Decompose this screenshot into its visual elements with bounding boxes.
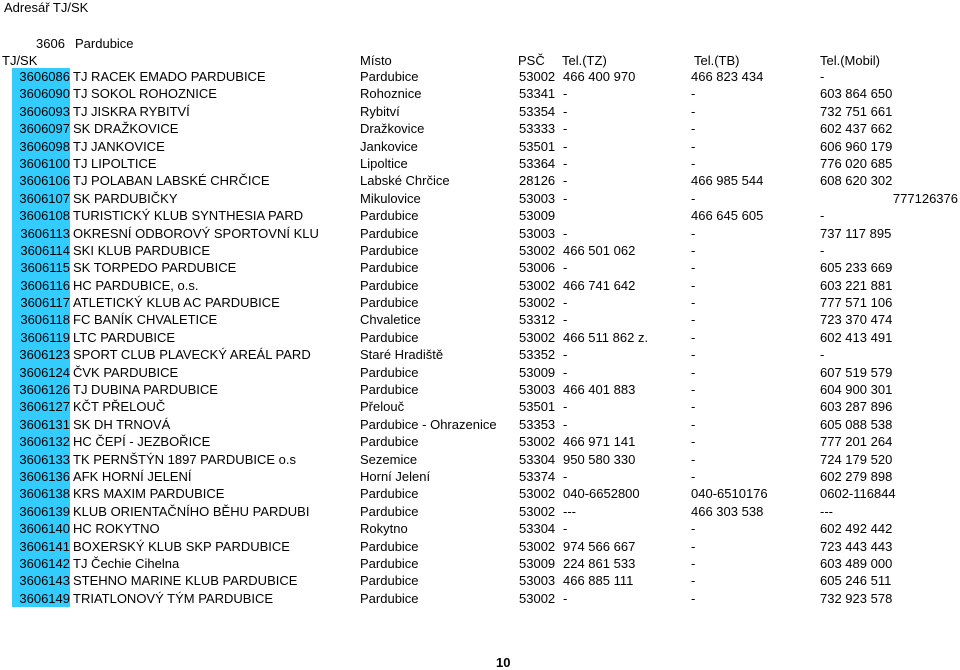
club-psc: 53352 bbox=[519, 347, 556, 363]
club-name: SK TORPEDO PARDUBICE bbox=[73, 260, 237, 276]
club-id: 3606139 bbox=[12, 503, 70, 520]
table-row bbox=[0, 555, 960, 572]
club-place: Mikulovice bbox=[360, 190, 421, 206]
region-code: 3606 bbox=[36, 36, 65, 51]
table-row bbox=[0, 120, 960, 137]
club-name: TJ DUBINA PARDUBICE bbox=[73, 382, 218, 398]
club-id: 3606115 bbox=[12, 259, 70, 276]
club-id: 3606123 bbox=[12, 346, 70, 363]
table-row bbox=[0, 572, 960, 589]
club-place: Pardubice bbox=[360, 69, 419, 84]
club-tel-tb: - bbox=[691, 416, 696, 432]
club-tel-tz: - bbox=[563, 347, 568, 363]
table-row bbox=[0, 138, 960, 155]
table-row bbox=[0, 364, 960, 381]
table-row bbox=[0, 85, 960, 102]
club-tel-tz: 466 741 642 bbox=[563, 277, 636, 293]
club-psc: 53002 bbox=[519, 242, 556, 258]
table-row bbox=[0, 259, 960, 276]
club-place: Sezemice bbox=[360, 451, 418, 467]
table-row bbox=[0, 103, 960, 120]
club-name: ATLETICKÝ KLUB AC PARDUBICE bbox=[73, 295, 280, 311]
header-psc: PSČ bbox=[518, 53, 545, 68]
club-place: Dražkovice bbox=[360, 121, 425, 137]
page-number: 10 bbox=[496, 655, 511, 670]
header-place: Místo bbox=[360, 53, 392, 68]
club-place: Rokytno bbox=[360, 521, 408, 537]
club-tel-tz: 224 861 533 bbox=[563, 555, 636, 571]
club-tel-tb: 466 645 605 bbox=[691, 208, 764, 224]
club-tel-tb: 466 303 538 bbox=[691, 503, 764, 519]
club-place: Pardubice bbox=[360, 208, 419, 224]
club-psc: 53354 bbox=[519, 103, 556, 119]
club-tel-mobil: 777126376 bbox=[892, 190, 958, 206]
table-row bbox=[0, 416, 960, 433]
club-psc: 53002 bbox=[519, 329, 556, 345]
header-id: TJ/SK bbox=[2, 53, 38, 68]
club-place: Pardubice bbox=[360, 260, 419, 276]
club-name: TJ RACEK EMADO PARDUBICE bbox=[73, 69, 266, 84]
club-tel-mobil: 776 020 685 bbox=[820, 155, 893, 171]
table-header bbox=[0, 53, 960, 69]
club-tel-tz: - bbox=[563, 173, 568, 189]
club-place: Přelouč bbox=[360, 399, 405, 415]
club-tel-tz: - bbox=[563, 260, 568, 276]
club-psc: 53353 bbox=[519, 416, 556, 432]
club-tel-tb: - bbox=[691, 573, 696, 589]
club-tel-tz: - bbox=[563, 399, 568, 415]
club-place: Lipoltice bbox=[360, 155, 408, 171]
club-tel-tb: - bbox=[691, 521, 696, 537]
club-tel-tb: - bbox=[691, 295, 696, 311]
club-tel-mobil: 777 571 106 bbox=[820, 295, 893, 311]
club-tel-mobil: 603 489 000 bbox=[820, 555, 893, 571]
club-tel-mobil: 604 900 301 bbox=[820, 382, 893, 398]
club-tel-mobil: 605 233 669 bbox=[820, 260, 893, 276]
club-tel-tz: 466 401 883 bbox=[563, 382, 636, 398]
club-tel-tb: - bbox=[691, 242, 696, 258]
club-tel-tb: - bbox=[691, 103, 696, 119]
club-name: SK PARDUBIČKY bbox=[73, 190, 178, 206]
club-psc: 53304 bbox=[519, 451, 556, 467]
club-place: Pardubice bbox=[360, 242, 419, 258]
club-psc: 28126 bbox=[519, 173, 556, 189]
club-psc: 53009 bbox=[519, 208, 556, 224]
club-name: SPORT CLUB PLAVECKÝ AREÁL PARD bbox=[73, 347, 311, 363]
table-row bbox=[0, 155, 960, 172]
club-place: Jankovice bbox=[360, 138, 418, 154]
club-place: Pardubice bbox=[360, 503, 419, 519]
club-tel-tz: - bbox=[563, 416, 568, 432]
club-id: 3606119 bbox=[12, 329, 70, 346]
club-id: 3606138 bbox=[12, 485, 70, 502]
club-place: Pardubice bbox=[360, 329, 419, 345]
club-name: TRIATLONOVÝ TÝM PARDUBICE bbox=[73, 590, 274, 606]
club-id: 3606116 bbox=[12, 277, 70, 294]
club-tel-tz: - bbox=[563, 295, 568, 311]
club-tel-mobil: 607 519 579 bbox=[820, 364, 893, 380]
club-name: TJ SOKOL ROHOZNICE bbox=[73, 86, 217, 102]
club-tel-tb: - bbox=[691, 451, 696, 467]
club-tel-tb: - bbox=[691, 364, 696, 380]
club-psc: 53003 bbox=[519, 573, 556, 589]
club-tel-tb: - bbox=[691, 382, 696, 398]
club-tel-tz: - bbox=[563, 103, 568, 119]
table-row bbox=[0, 242, 960, 259]
club-psc: 53002 bbox=[519, 295, 556, 311]
club-place: Labské Chrčice bbox=[360, 173, 450, 189]
club-name: KLUB ORIENTAČNÍHO BĚHU PARDUBI bbox=[73, 503, 310, 519]
club-tel-tz: - bbox=[563, 155, 568, 171]
club-id: 3606107 bbox=[12, 190, 70, 207]
club-tel-mobil: 606 960 179 bbox=[820, 138, 893, 154]
club-tel-tz: --- bbox=[563, 503, 576, 519]
club-id: 3606093 bbox=[12, 103, 70, 120]
club-tel-tb: - bbox=[691, 329, 696, 345]
club-id: 3606149 bbox=[12, 590, 70, 607]
table-row bbox=[0, 311, 960, 328]
club-tel-mobil: 602 279 898 bbox=[820, 468, 893, 484]
club-place: Rybitví bbox=[360, 103, 400, 119]
club-tel-tz: 974 566 667 bbox=[563, 538, 636, 554]
club-tel-tz: 466 400 970 bbox=[563, 69, 636, 84]
club-place: Pardubice bbox=[360, 434, 419, 450]
club-name: FC BANÍK CHVALETICE bbox=[73, 312, 218, 328]
table-row bbox=[0, 398, 960, 415]
club-name: TURISTICKÝ KLUB SYNTHESIA PARD bbox=[73, 208, 304, 224]
club-id: 3606117 bbox=[12, 294, 70, 311]
table-row bbox=[0, 381, 960, 398]
club-id: 3606140 bbox=[12, 520, 70, 537]
club-id: 3606142 bbox=[12, 555, 70, 572]
club-psc: 53003 bbox=[519, 225, 556, 241]
club-tel-mobil: 602 492 442 bbox=[820, 521, 893, 537]
club-id: 3606100 bbox=[12, 155, 70, 172]
table-row bbox=[0, 346, 960, 363]
table-row bbox=[0, 520, 960, 537]
club-tel-tz: 466 971 141 bbox=[563, 434, 636, 450]
region-name: Pardubice bbox=[75, 36, 134, 51]
club-name: AFK HORNÍ JELENÍ bbox=[73, 468, 192, 484]
club-id: 3606113 bbox=[12, 225, 70, 242]
table-row bbox=[0, 277, 960, 294]
club-tel-tb: - bbox=[691, 155, 696, 171]
club-id: 3606124 bbox=[12, 364, 70, 381]
club-tel-tb: 466 823 434 bbox=[691, 69, 764, 84]
club-place: Pardubice bbox=[360, 573, 419, 589]
club-name: TJ POLABAN LABSKÉ CHRČICE bbox=[73, 173, 270, 189]
club-psc: 53364 bbox=[519, 155, 556, 171]
document-title: Adresář TJ/SK bbox=[4, 0, 89, 15]
club-psc: 53002 bbox=[519, 434, 556, 450]
club-name: OKRESNÍ ODBOROVÝ SPORTOVNÍ KLU bbox=[73, 225, 319, 241]
header-tel-mobil: Tel.(Mobil) bbox=[820, 53, 880, 68]
club-tel-tb: - bbox=[691, 190, 696, 206]
club-id: 3606143 bbox=[12, 572, 70, 589]
table-row bbox=[0, 207, 960, 224]
club-tel-tb: - bbox=[691, 86, 696, 102]
club-tel-mobil: - bbox=[820, 69, 825, 84]
club-name: TJ LIPOLTICE bbox=[73, 155, 157, 171]
club-psc: 53009 bbox=[519, 364, 556, 380]
club-place: Pardubice bbox=[360, 486, 419, 502]
table-row bbox=[0, 68, 960, 85]
club-id: 3606086 bbox=[12, 68, 70, 85]
club-tel-tz: 466 511 862 z. bbox=[563, 329, 649, 345]
club-psc: 53003 bbox=[519, 190, 556, 206]
club-tel-tb: - bbox=[691, 434, 696, 450]
club-tel-mobil: 603 287 896 bbox=[820, 399, 893, 415]
club-place: Horní Jelení bbox=[360, 468, 431, 484]
club-tel-tz: - bbox=[563, 521, 568, 537]
club-tel-tz: 466 501 062 bbox=[563, 242, 636, 258]
club-id: 3606098 bbox=[12, 138, 70, 155]
club-tel-mobil: 603 221 881 bbox=[820, 277, 893, 293]
club-tel-tb: - bbox=[691, 225, 696, 241]
table-row bbox=[0, 468, 960, 485]
club-tel-tz: - bbox=[563, 86, 568, 102]
table-row bbox=[0, 172, 960, 189]
club-id: 3606133 bbox=[12, 451, 70, 468]
club-tel-tb: 040-6510176 bbox=[691, 486, 768, 502]
club-place: Pardubice bbox=[360, 590, 419, 606]
club-psc: 53002 bbox=[519, 486, 556, 502]
club-tel-tz: - bbox=[563, 138, 568, 154]
club-tel-tb: - bbox=[691, 399, 696, 415]
club-name: KRS MAXIM PARDUBICE bbox=[73, 486, 225, 502]
club-id: 3606090 bbox=[12, 85, 70, 102]
club-tel-tb: - bbox=[691, 468, 696, 484]
club-tel-tz: - bbox=[563, 225, 568, 241]
table-row bbox=[0, 451, 960, 468]
header-tel-tb: Tel.(TB) bbox=[694, 53, 740, 68]
table-row bbox=[0, 590, 960, 607]
club-tel-tz: - bbox=[563, 190, 568, 206]
club-name: LTC PARDUBICE bbox=[73, 329, 176, 345]
club-tel-mobil: 608 620 302 bbox=[820, 173, 893, 189]
club-tel-tb: - bbox=[691, 555, 696, 571]
club-psc: 53002 bbox=[519, 538, 556, 554]
club-place: Staré Hradiště bbox=[360, 347, 444, 363]
club-name: BOXERSKÝ KLUB SKP PARDUBICE bbox=[73, 538, 290, 554]
club-psc: 53312 bbox=[519, 312, 556, 328]
club-psc: 53002 bbox=[519, 503, 556, 519]
club-place: Chvaletice bbox=[360, 312, 421, 328]
club-tel-tz: - bbox=[563, 364, 568, 380]
club-tel-tz: - bbox=[563, 121, 568, 137]
club-psc: 53003 bbox=[519, 382, 556, 398]
club-place: Pardubice bbox=[360, 225, 419, 241]
table-row bbox=[0, 503, 960, 520]
club-tel-mobil: 777 201 264 bbox=[820, 434, 893, 450]
club-name: TK PERNŠTÝN 1897 PARDUBICE o.s bbox=[73, 451, 296, 467]
club-place: Pardubice bbox=[360, 555, 419, 571]
table-row bbox=[0, 294, 960, 311]
club-psc: 53374 bbox=[519, 468, 556, 484]
club-id: 3606108 bbox=[12, 207, 70, 224]
club-name: TJ Čechie Cihelna bbox=[73, 555, 180, 571]
club-tel-tb: - bbox=[691, 260, 696, 276]
club-id: 3606136 bbox=[12, 468, 70, 485]
club-place: Pardubice bbox=[360, 295, 419, 311]
club-tel-mobil: 602 437 662 bbox=[820, 121, 893, 137]
club-id: 3606131 bbox=[12, 416, 70, 433]
club-tel-tb: - bbox=[691, 312, 696, 328]
club-tel-mobil: - bbox=[820, 242, 825, 258]
club-id: 3606106 bbox=[12, 172, 70, 189]
table-row bbox=[0, 538, 960, 555]
club-tel-tz: 466 885 111 bbox=[563, 573, 634, 589]
club-tel-mobil: 605 246 511 bbox=[820, 573, 892, 589]
club-tel-tb: - bbox=[691, 277, 696, 293]
club-place: Rohoznice bbox=[360, 86, 422, 102]
club-name: SK DRAŽKOVICE bbox=[73, 121, 179, 137]
club-tel-tz: 040-6652800 bbox=[563, 486, 640, 502]
club-name: TJ JANKOVICE bbox=[73, 138, 165, 154]
club-tel-mobil: - bbox=[820, 347, 825, 363]
club-tel-tb: - bbox=[691, 138, 696, 154]
club-tel-mobil: 605 088 538 bbox=[820, 416, 893, 432]
club-id: 3606097 bbox=[12, 120, 70, 137]
club-name: HC PARDUBICE, o.s. bbox=[73, 277, 199, 293]
club-psc: 53002 bbox=[519, 590, 556, 606]
club-name: KČT PŘELOUČ bbox=[73, 399, 166, 415]
table-row bbox=[0, 225, 960, 242]
club-psc: 53009 bbox=[519, 555, 556, 571]
club-tel-mobil: - bbox=[820, 208, 825, 224]
club-tel-mobil: 737 117 895 bbox=[820, 225, 892, 241]
club-tel-mobil: --- bbox=[820, 503, 833, 519]
club-psc: 53341 bbox=[519, 86, 556, 102]
club-place: Pardubice bbox=[360, 382, 419, 398]
club-name: SKI KLUB PARDUBICE bbox=[73, 242, 211, 258]
club-place: Pardubice bbox=[360, 277, 419, 293]
club-tel-tz: 950 580 330 bbox=[563, 451, 636, 467]
club-id: 3606141 bbox=[12, 538, 70, 555]
club-id: 3606114 bbox=[12, 242, 70, 259]
club-tel-tb: - bbox=[691, 121, 696, 137]
club-psc: 53333 bbox=[519, 121, 556, 137]
club-tel-tz: - bbox=[563, 590, 568, 606]
club-tel-mobil: 723 370 474 bbox=[820, 312, 893, 328]
club-psc: 53002 bbox=[519, 277, 556, 293]
table-row bbox=[0, 485, 960, 502]
club-tel-tz: - bbox=[563, 312, 568, 328]
club-tel-mobil: 724 179 520 bbox=[820, 451, 893, 467]
club-psc: 53501 bbox=[519, 138, 556, 154]
club-name: ČVK PARDUBICE bbox=[73, 364, 179, 380]
club-psc: 53006 bbox=[519, 260, 556, 276]
club-id: 3606126 bbox=[12, 381, 70, 398]
club-name: STEHNO MARINE KLUB PARDUBICE bbox=[73, 573, 298, 589]
header-tel-tz: Tel.(TZ) bbox=[562, 53, 607, 68]
club-tel-mobil: 0602-116844 bbox=[820, 486, 896, 502]
club-id: 3606132 bbox=[12, 433, 70, 450]
club-tel-tb: - bbox=[691, 538, 696, 554]
club-table bbox=[0, 68, 960, 607]
club-name: HC ČEPÍ - JEZBOŘICE bbox=[73, 434, 211, 450]
club-psc: 53501 bbox=[519, 399, 556, 415]
club-tel-mobil: 732 923 578 bbox=[820, 590, 893, 606]
club-place: Pardubice bbox=[360, 364, 419, 380]
club-name: HC ROKYTNO bbox=[73, 521, 160, 537]
club-place: Pardubice bbox=[360, 538, 419, 554]
club-id: 3606118 bbox=[12, 311, 70, 328]
club-psc: 53304 bbox=[519, 521, 556, 537]
club-name: TJ JISKRA RYBITVÍ bbox=[73, 103, 190, 119]
club-tel-tb: - bbox=[691, 347, 696, 363]
club-tel-mobil: 732 751 661 bbox=[820, 103, 893, 119]
table-row bbox=[0, 190, 960, 207]
club-id: 3606127 bbox=[12, 398, 70, 415]
club-tel-tb: 466 985 544 bbox=[691, 173, 764, 189]
club-place: Pardubice - Ohrazenice bbox=[360, 416, 497, 432]
club-psc: 53002 bbox=[519, 69, 556, 84]
club-tel-mobil: 602 413 491 bbox=[820, 329, 893, 345]
club-name: SK DH TRNOVÁ bbox=[73, 416, 171, 432]
club-tel-mobil: 723 443 443 bbox=[820, 538, 893, 554]
table-row bbox=[0, 329, 960, 346]
club-tel-mobil: 603 864 650 bbox=[820, 86, 893, 102]
club-tel-tb: - bbox=[691, 590, 696, 606]
club-tel-tz: - bbox=[563, 468, 568, 484]
table-row bbox=[0, 433, 960, 450]
